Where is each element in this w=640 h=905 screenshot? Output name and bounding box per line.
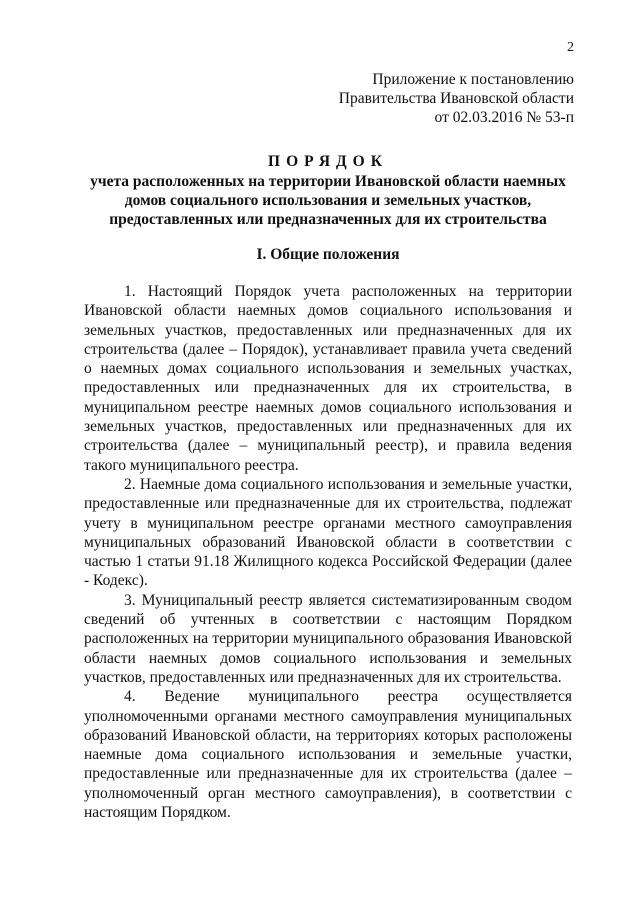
- section-heading: I. Общие положения: [256, 246, 400, 263]
- appendix-line-3: от 02.03.2016 № 53-п: [434, 109, 574, 126]
- paragraph-1: 1. Настоящий Порядок учета расположенных на территории Ивановской области наемных домов социального использования и земельных участков, предоставленных или предназначенных для их строительства (далее – Порядок), устанавливает правила учета сведений о наемных домах социального использования и земельных участках, предоставленных или предназначенных для их строительства, в муниципальном реестре наемных домов социального использования и земельных участков, предоставленных или предназначенных для их строительства (далее – муниципальный реестр), и правила ведения такого муниципального реестра.: [84, 283, 572, 474]
- title-heading: ПОРЯДОК: [268, 153, 388, 170]
- page-number: 2: [567, 40, 574, 55]
- title-line-3: предоставленных или предназначенных для их строительства: [109, 211, 547, 228]
- paragraph-2: 2. Наемные дома социального использования и земельные участки, предоставленные или предназначенные для их строительства, подлежат учету в муниципальном реестре органами местного самоуправления муниципальных образований Ивановской области в соответствии с частью 1 статьи 91.18 Жилищного кодекса Российской Федерации (далее - Кодекс).: [84, 475, 572, 590]
- paragraph-4: 4. Ведение муниципального реестра осуществляется уполномоченными органами местного самоуправления муниципальных образований Ивановской области, на территориях которых расположены наемные дома социального использования и земельные участки, предоставленные или предназначенные для их строительства (далее – уполномоченный орган местного самоуправления), в соответствии с настоящим Порядком.: [84, 688, 572, 822]
- appendix-line-1: Приложение к постановлению: [372, 71, 574, 88]
- title-line-2: домов социального использования и земельных участков,: [124, 192, 532, 209]
- paragraph-3: 3. Муниципальный реестр является систематизированным сводом сведений об учтенных в соответствии с настоящим Порядком расположенных на территории муниципального образования Ивановской области наемных домов социального использования и земельных участков, предоставленных или предназначенных для их строительства.: [84, 591, 572, 686]
- body-text: [84, 282, 572, 822]
- appendix-block: [339, 70, 574, 127]
- title-line-1: учета расположенных на территории Ивановской области наемных: [90, 173, 566, 190]
- document-title: [84, 152, 572, 229]
- appendix-line-2: Правительства Ивановской области: [338, 90, 574, 107]
